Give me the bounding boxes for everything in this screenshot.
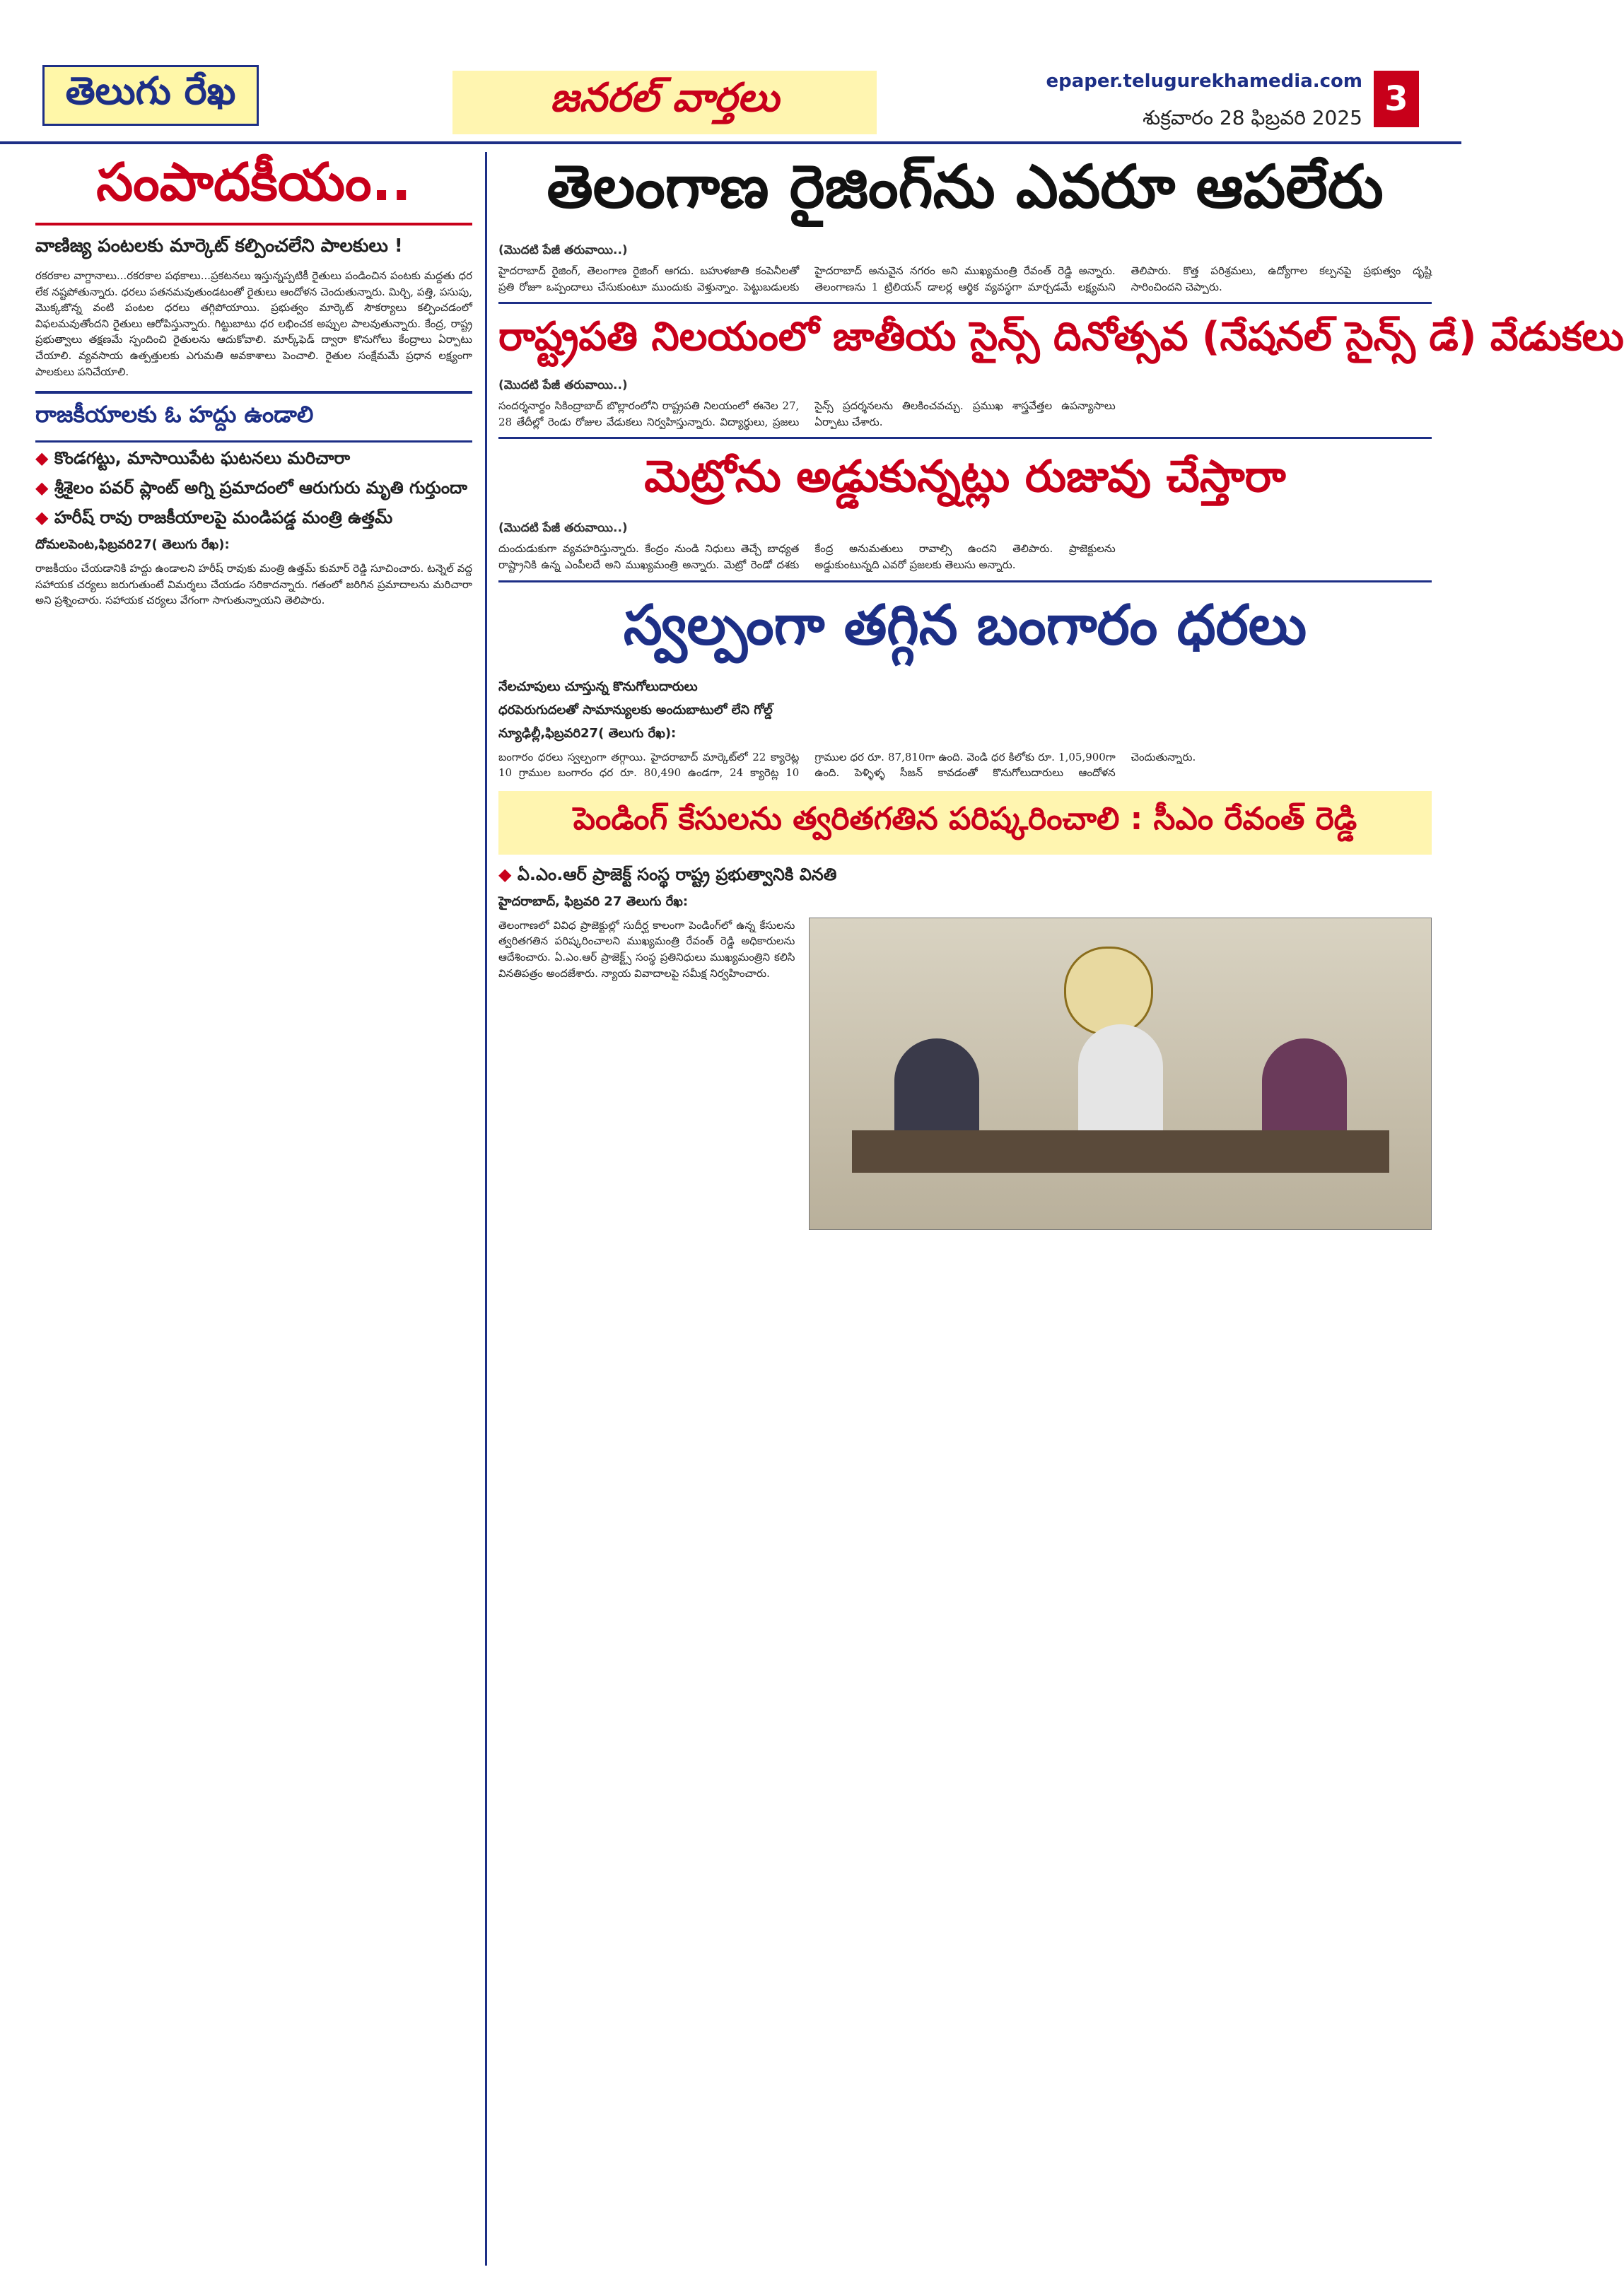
politics-title: రాజకీయాలకు ఓ హద్దు ఉండాలి (35, 391, 472, 443)
cm-body: తెలంగాణలో వివిధ ప్రాజెక్టుల్లో సుదీర్ఘ కాలంగా పెండింగ్‌లో ఉన్న కేసులను త్వరితగతిన పరిష్కరించాలని ముఖ్యమంత్రి రేవంత్ రెడ్డి అధికారులను ఆదేశించారు. ఏ.ఎం.ఆర్ ప్రాజెక్ట్స్ సంస్థ ప్రతినిధులు ముఖ్యమంత్రిని కలిసి వినతిపత్రం అందజేశారు. న్యాయ వివాదాలపై సమీక్ష నిర్వహించారు. (498, 918, 795, 980)
metro-body: దుందుడుకుగా వ్యవహరిస్తున్నారు. కేంద్రం నుండి నిధులు తెచ్చే బాధ్యత రాష్ట్రానికి ఉన్న ఎంపీలదే అని ముఖ్యమంత్రి అన్నారు. మెట్రో రెండో దశకు కేంద్ర అనుమతులు రావాల్సి ఉందని తెలిపారు. ప్రాజెక్టులను అడ్డుకుంటున్నది ఎవరో ప్రజలకు తెలుసు అన్నారు. (498, 542, 1116, 571)
lead-body: హైదరాబాద్ రైజింగ్, తెలంగాణ రైజింగ్ ఆగదు. బహుళజాతి కంపెనీలతో ప్రతి రోజూ ఒప్పందాలు చేసుకుంటూ ముందుకు వెళ్తున్నాం. పెట్టుబడులకు హైదరాబాద్ అనువైన నగరం అని ముఖ్యమంత్రి రేవంత్ రెడ్డి అన్నారు. తెలంగాణను 1 ట్రిలియన్ డాలర్ల ఆర్థిక వ్యవస్థగా మార్చడమే లక్ష్యమని తెలిపారు. కొత్త పరిశ్రమలు, ఉద్యోగాల కల్పనపై ప్రభుత్వం దృష్టి సారించిందని చెప్పారు. (498, 264, 1432, 293)
politics-body: రాజకీయం చేయడానికి హద్దు ఉండాలని హరీష్ రావుకు మంత్రి ఉత్తమ్ కుమార్ రెడ్డి సూచించారు. టన్నెల్ వద్ద సహాయక చర్యలు జరుగుతుంటే విమర్శలు చేయడం సరికాదన్నారు. గతంలో జరిగిన ప్రమాదాలను మరిచారా అని ప్రశ్నించారు. సహాయక చర్యలు వేగంగా సాగుతున్నాయని తెలిపారు. (35, 562, 472, 607)
divider (498, 437, 1432, 439)
cm-byline: హైదరాబాద్, ఫిబ్రవరి 27 తెలుగు రేఖ: (498, 894, 689, 909)
editorial-title: సంపాదకీయం.. (35, 152, 472, 226)
science-continuation: (మొదటి పేజీ తరువాయి..) (498, 378, 628, 393)
lead-headline: తెలంగాణ రైజింగ్‌ను ఎవరూ ఆపలేరు (547, 152, 1384, 221)
divider (498, 302, 1432, 304)
cm-headline: పెండింగ్ కేసులను త్వరితగతిన పరిష్కరించాలి : సీఎం రేవంత్ రెడ్డి (498, 791, 1432, 855)
lead-continuation: (మొదటి పేజీ తరువాయి..) (498, 243, 628, 257)
cm-bullet: ◆ ఏ.ఎం.ఆర్ ప్రాజెక్ట్ సంస్థ రాష్ట్ర ప్రభుత్వానికి వినతి (498, 865, 1432, 889)
column-divider (485, 152, 487, 2266)
cm-story (498, 918, 1432, 1230)
gold-headline: స్వల్పంగా తగ్గిన బంగారం ధరలు (623, 593, 1307, 657)
politics-byline: దోమలపెంట,ఫిబ్రవరి27( తెలుగు రేఖ): (35, 537, 230, 553)
left-column (35, 152, 472, 2266)
gold-body: బంగారం ధరలు స్వల్పంగా తగ్గాయి. హైదరాబాద్ మార్కెట్‌లో 22 క్యారెట్ల 10 గ్రాముల బంగారం ధర రూ. 80,490 ఉండగా, 24 క్యారెట్ల 10 గ్రాముల ధర రూ. 87,810గా ఉంది. వెండి ధర కిలోకు రూ. 1,05,900గా ఉంది. పెళ్ళిళ్ళ సీజన్ కావడంతో కొనుగోలుదారులు ఆందోళన చెందుతున్నారు. (498, 750, 1196, 780)
person-figure (1078, 1024, 1163, 1137)
politics-bullet: ◆ శ్రీశైలం పవర్ ప్లాంట్ అగ్ని ప్రమాదంలో ఆరుగురు మృతి గుర్తుందా (35, 478, 472, 502)
politics-bullet: ◆ కొండగట్టు, మాసాయిపేట ఘటనలు మరిచారా (35, 448, 472, 472)
politics-bullet: ◆ హరీష్ రావు రాజకీయాలపై మండిపడ్డ మంత్రి ఉత్తమ్ (35, 508, 472, 532)
metro-headline: మెట్రోను అడ్డుకున్నట్లు రుజువు చేస్తారా (644, 450, 1286, 503)
emblem-icon (1064, 947, 1153, 1036)
masthead (0, 0, 1461, 144)
page-number: 3 (1374, 71, 1419, 127)
meeting-table (852, 1130, 1389, 1173)
science-headline: రాష్ట్రపతి నిలయంలో జాతీయ సైన్స్ దినోత్సవ (నేషనల్ సైన్స్ డే) వేడుకలు (498, 314, 1624, 361)
gold-subhead: నేలచూపులు చూస్తున్న కొనుగోలుదారులు (498, 679, 698, 694)
science-body: సందర్శనార్థం సికింద్రాబాద్ బొల్లారంలోని రాష్ట్రపతి నిలయంలో ఈనెల 27, 28 తేదీల్లో రెండు రోజుల వేడుకలు నిర్వహిస్తున్నారు. విద్యార్థులు, ప్రజలు సైన్స్ ప్రదర్శనలను తిలకించవచ్చు. ప్రముఖ శాస్త్రవేత్తల ఉపన్యాసాలు ఏర్పాటు చేశారు. (498, 399, 1116, 428)
meeting-photo (809, 918, 1432, 1230)
epaper-url[interactable]: epaper.telugurekhamedia.com (1046, 71, 1362, 92)
gold-byline: న్యూఢిల్లీ,ఫిబ్రవరి27( తెలుగు రేఖ): (498, 725, 677, 741)
newspaper-logo: తెలుగు రేఖ (42, 65, 259, 126)
editorial-subtitle: వాణిజ్య పంటలకు మార్కెట్ కల్పించలేని పాలకులు ! (35, 235, 403, 257)
gold-subhead: ధరపెరుగుదలతో సామాన్యులకు అందుబాటులో లేని గోల్డ్ (498, 702, 773, 718)
right-column (498, 152, 1624, 2266)
issue-date: శుక్రవారం 28 ఫిబ్రవరి 2025 (1143, 106, 1362, 129)
editorial-body: రకరకాల వాగ్దానాలు...రకరకాల పథకాలు...ప్రకటనలు ఇస్తున్నప్పటికీ రైతులు పండించిన పంటకు మద్దతు ధర లేక నష్టపోతున్నారు. ధరలు పతనమవుతుండటంతో రైతులు ఆందోళన చెందుతున్నారు. మిర్చి, పత్తి, పసుపు, మొక్కజొన్న వంటి పంటల ధరలు తగ్గిపోయాయి. ప్రభుత్వం మార్కెట్ సౌకర్యాలు కల్పించడంలో విఫలమవుతోందని రైతులు ఆరోపిస్తున్నారు. గిట్టుబాటు ధర లభించక అప్పుల పాలవుతున్నారు. కేంద్ర, రాష్ట్ర ప్రభుత్వాలు తక్షణమే స్పందించి రైతులను ఆదుకోవాలి. మార్క్‌ఫెడ్ ద్వారా కొనుగోలు కేంద్రాలు ఏర్పాటు చేయాలి. వ్యవసాయ ఉత్పత్తులకు ఎగుమతి అవకాశాలు పెంచాలి. రైతుల సంక్షేమమే ప్రధాన లక్ష్యంగా పాలకులు పనిచేయాలి. (35, 269, 472, 378)
section-title: జనరల్ వార్తలు (452, 71, 877, 134)
divider (498, 580, 1432, 582)
metro-continuation: (మొదటి పేజీ తరువాయి..) (498, 521, 628, 536)
